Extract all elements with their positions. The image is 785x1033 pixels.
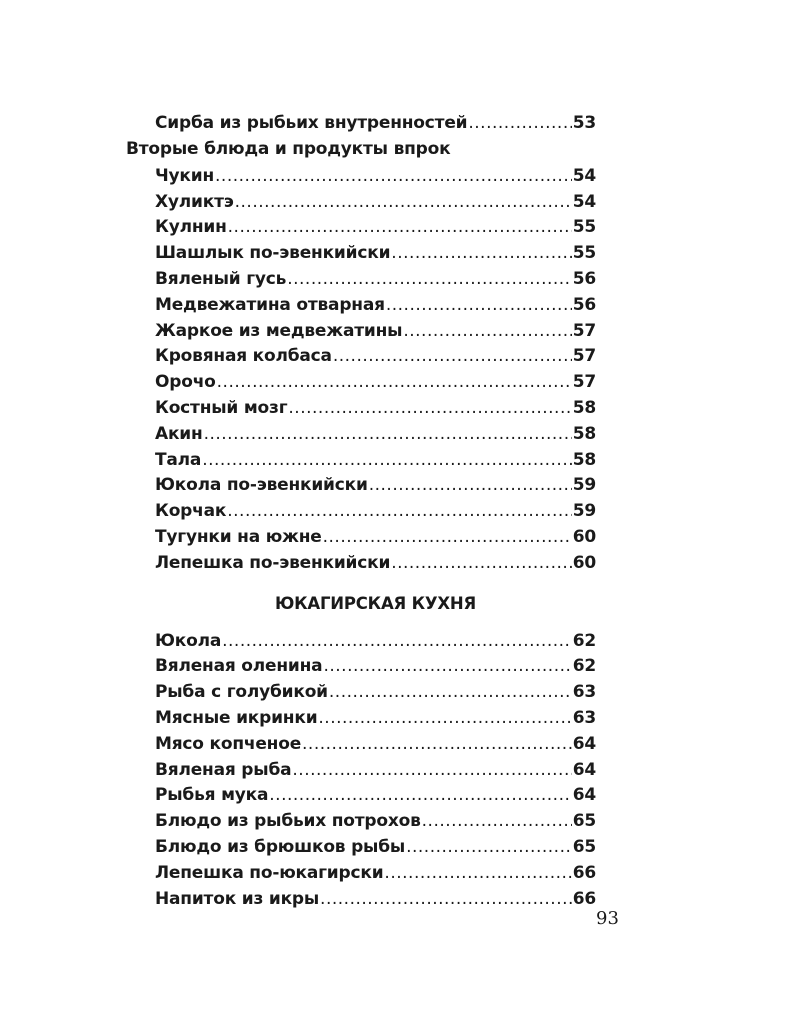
- toc-entry-title: Сирба из рыбьих внутренностей: [155, 113, 468, 133]
- dot-leader: [302, 734, 572, 754]
- toc-entry: [126, 346, 596, 372]
- dot-leader: [333, 346, 572, 366]
- toc-entry: [126, 760, 596, 786]
- dot-leader: [386, 295, 572, 315]
- toc-entry-page: 59: [572, 501, 596, 522]
- dot-leader: [403, 321, 571, 341]
- toc-entry: [126, 398, 596, 424]
- chapter-heading: ЮКАГИРСКАЯ КУХНЯ: [274, 593, 477, 613]
- toc-entry-page: 55: [572, 217, 596, 238]
- toc-entry: [126, 889, 596, 915]
- toc-entry-page: 53: [572, 113, 596, 133]
- toc-entry: [126, 785, 596, 811]
- toc-entry-title: Юкола по-эвенкийски: [155, 475, 368, 496]
- toc-entry-title: Юкола: [155, 630, 222, 651]
- toc-entry-title: Вяленая оленина: [155, 656, 323, 677]
- toc-entry-page: 64: [572, 733, 596, 754]
- toc-entry-page: 65: [572, 836, 596, 857]
- toc-entry-page: 56: [572, 294, 596, 315]
- toc-entry-title: Вяленый гусь: [155, 268, 287, 289]
- toc-entry: [126, 113, 596, 139]
- toc-entry-title: Чукин: [155, 165, 215, 186]
- toc-entry-page: 54: [572, 165, 596, 186]
- dot-leader: [227, 501, 572, 521]
- toc-entry-page: 57: [572, 346, 596, 367]
- toc-entry-title: Мясо копченое: [155, 733, 302, 754]
- toc-entry: [126, 811, 596, 837]
- dot-leader: [369, 475, 572, 495]
- toc-entry: [126, 708, 596, 734]
- toc-entry: [126, 734, 596, 760]
- toc-entry-title: Тугунки на южне: [155, 526, 322, 547]
- toc-entry-title: Тала: [155, 449, 202, 470]
- toc-entry-page: 64: [572, 785, 596, 806]
- toc-entry-title: Жаркое из медвежатины: [155, 320, 403, 341]
- toc-entry-page: 56: [572, 268, 596, 289]
- dot-leader: [228, 217, 572, 237]
- toc-entry: [126, 863, 596, 889]
- dot-leader: [320, 889, 572, 909]
- toc-entry-title: Мясные икринки: [155, 707, 318, 728]
- toc-entry-title: Кровяная колбаса: [155, 346, 332, 367]
- toc-entry-page: 57: [572, 320, 596, 341]
- toc-entry: [126, 372, 596, 398]
- toc-entry-page: 63: [572, 682, 596, 703]
- toc-entry-page: 62: [572, 656, 596, 677]
- dot-leader: [391, 553, 572, 573]
- toc-entry-title: Лепешка по-эвенкийски: [155, 552, 391, 573]
- toc-entry-page: 59: [572, 475, 596, 496]
- dot-leader: [323, 656, 571, 676]
- toc-entry: [126, 295, 596, 321]
- toc-entry-page: 60: [572, 552, 596, 573]
- toc-entry-page: 60: [572, 526, 596, 547]
- dot-leader: [468, 113, 571, 133]
- toc-entry: [126, 192, 596, 218]
- dot-leader: [329, 682, 572, 702]
- toc-entry-page: 58: [572, 449, 596, 470]
- toc-entry-title: Лепешка по-юкагирски: [155, 862, 384, 883]
- toc-entry-page: 66: [572, 888, 596, 909]
- dot-leader: [292, 760, 571, 780]
- toc-entry-title: Рыбья мука: [155, 785, 269, 806]
- dot-leader: [235, 192, 572, 212]
- dot-leader: [215, 166, 572, 186]
- page-number: 93: [596, 908, 619, 929]
- dot-leader: [287, 269, 572, 289]
- dot-leader: [391, 243, 571, 263]
- toc-entry: [126, 321, 596, 347]
- toc-entry-title: Кулнин: [155, 217, 227, 238]
- toc-entry-page: 63: [572, 707, 596, 728]
- toc-entry-page: 54: [572, 191, 596, 212]
- toc-entry-title: Блюдо из рыбьих потрохов: [155, 811, 421, 832]
- toc-entry-page: 62: [572, 630, 596, 651]
- toc-entry: [126, 837, 596, 863]
- toc-entry-title: Костный мозг: [155, 397, 288, 418]
- toc-entry: [126, 269, 596, 295]
- toc-entry-title: Напиток из икры: [155, 888, 320, 909]
- toc-entry-title: Рыба с голубикой: [155, 682, 328, 703]
- toc-entry: [126, 656, 596, 682]
- dot-leader: [406, 837, 572, 857]
- table-of-contents: [126, 113, 596, 914]
- toc-entry: [126, 166, 596, 192]
- toc-entry: [126, 217, 596, 243]
- dot-leader: [204, 424, 572, 444]
- dot-leader: [384, 863, 571, 883]
- toc-entry: [126, 553, 596, 579]
- toc-entry-page: 66: [572, 862, 596, 883]
- toc-entry: [126, 475, 596, 501]
- section-title: Вторые блюда и продукты впрок: [126, 138, 451, 159]
- toc-entry: [126, 527, 596, 553]
- toc-entry-page: 64: [572, 759, 596, 780]
- dot-leader: [202, 450, 572, 470]
- toc-entry-title: Вяленая рыба: [155, 759, 292, 780]
- toc-entry-title: Шашлык по-эвенкийски: [155, 243, 391, 264]
- toc-entry-page: 65: [572, 811, 596, 832]
- toc-entry: [126, 501, 596, 527]
- toc-entry-title: Акин: [155, 423, 203, 444]
- toc-entry-title: Корчак: [155, 501, 227, 522]
- toc-entry: [126, 450, 596, 476]
- toc-entry-page: 58: [572, 423, 596, 444]
- toc-entry-title: Блюдо из брюшков рыбы: [155, 836, 406, 857]
- toc-entry: [126, 243, 596, 269]
- dot-leader: [323, 527, 572, 547]
- toc-entry: [126, 682, 596, 708]
- toc-entry-page: 58: [572, 397, 596, 418]
- dot-leader: [217, 372, 572, 392]
- toc-entry-title: Орочо: [155, 372, 216, 393]
- toc-entry-title: Медвежатина отварная: [155, 294, 385, 315]
- dot-leader: [222, 631, 572, 651]
- toc-entry-page: 57: [572, 372, 596, 393]
- dot-leader: [318, 708, 571, 728]
- toc-entry: [126, 424, 596, 450]
- dot-leader: [422, 811, 572, 831]
- dot-leader: [269, 785, 571, 805]
- dot-leader: [288, 398, 571, 418]
- toc-entry-page: 55: [572, 243, 596, 264]
- toc-entry-title: Хуликтэ: [155, 191, 234, 212]
- toc-entry: [126, 631, 596, 657]
